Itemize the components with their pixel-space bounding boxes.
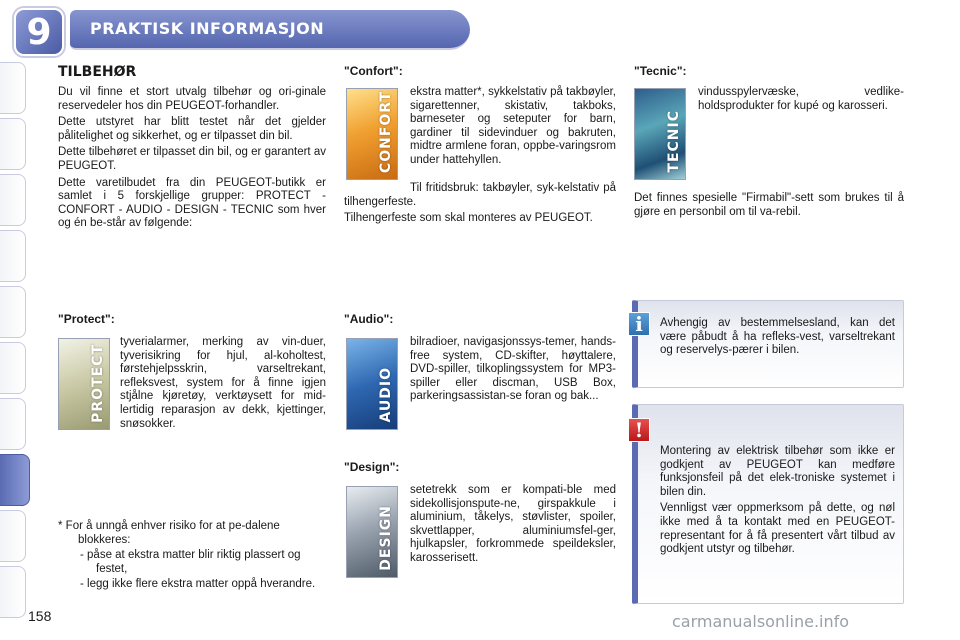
chapter-tab[interactable] <box>0 566 26 618</box>
warning-note-paragraph: Montering av elektrisk tilbehør som ikke er godkjent av PEUGEOT kan medføre funksjonsfeil på det elek-troniske systemet i bilen din. <box>660 445 895 498</box>
design-thumbnail <box>346 486 398 578</box>
audio-thumbnail-label: AUDIO <box>378 367 394 423</box>
protect-thumbnail-label: PROTECT <box>90 344 106 423</box>
intro-paragraph: Du vil finne et stort utvalg tilbehør og ori-ginale reservedeler hos din PEUGEOT-forhandler. <box>58 86 326 112</box>
warning-note-paragraph: Vennligst vær oppmerksom på dette, og nøl ikke med å ta kontakt med en PEUGEOT-representant for å få presentert vårt tilbud av godkjent utstyr og tilbehør. <box>660 502 895 556</box>
chapter-tab[interactable] <box>0 174 26 226</box>
confort-thumbnail <box>346 88 398 180</box>
confort-title: "Confort": <box>344 64 403 78</box>
tecnic-title: "Tecnic": <box>634 64 687 78</box>
confort-leisure-text: Til fritidsbruk: takbøyler, syk-kelstativ på tilhengerfeste. <box>344 182 616 208</box>
info-note-text: Avhengig av bestemmelsesland, kan det være påbudt å ha refleks-vest, varseltrekant og reservelys-pærer i bilen. <box>660 317 895 357</box>
page-number: 158 <box>28 608 52 624</box>
chapter-tab[interactable] <box>0 342 26 394</box>
design-text: setetrekk som er kompati-ble med sidekollisjonspute-ne, girspakkule i aluminium, tåkelys, støvlister, spoiler, skvettlapper, aluminiumsfel-ger, hjulkapsler, forkrommede speildeksler, karosserisett. <box>410 484 616 564</box>
chapter-tab[interactable] <box>0 118 26 170</box>
audio-text: bilradioer, navigasjonssys-temer, hands-free system, CD-skifter, høyttalere, DVD-spiller, tilkoplingssystem for MP3-spiller eller discman, USB Box, parkeringsassistan-se foran og bak... <box>410 336 616 403</box>
header-bar <box>70 10 470 50</box>
footnote-main: * For å unngå enhver risiko for at pe-dalene blokkeres: <box>58 520 280 546</box>
info-icon: i <box>628 312 650 336</box>
intro-paragraph: Dette varetilbudet fra din PEUGEOT-butikk er samlet i 5 forskjellige grupper: PROTECT - CONFORT - AUDIO - DESIGN - TECNIC som hver og én be-står av følgende: <box>58 176 326 230</box>
design-thumbnail-label: DESIGN <box>378 505 394 571</box>
confort-text: ekstra matter*, sykkelstativ på takbøyler, sigarettenner, skistativ, takboks, barneseter og seteputer for barn, gardiner til sidevinduer og bakruten, midtre armlene foran, oppbe-varingsrom under hattehyllen. <box>410 86 616 166</box>
tecnic-text-secondary: Det finnes spesielle "Firmabil"-sett som brukes til å gjøre en personbil om til va-rebil. <box>634 192 904 218</box>
chapter-tab-active[interactable] <box>0 454 30 506</box>
protect-title: "Protect": <box>58 312 115 326</box>
intro-text <box>58 86 326 231</box>
confort-thumbnail-label: CONFORT <box>378 90 394 173</box>
tecnic-thumbnail <box>634 88 686 180</box>
audio-thumbnail <box>346 338 398 430</box>
section-heading: TILBEHØR <box>58 64 137 80</box>
chapter-tab-rail <box>0 0 30 640</box>
intro-paragraph: Dette tilbehøret er tilpasset din bil, og er garantert av PEUGEOT. <box>58 146 326 172</box>
footnote <box>58 520 326 592</box>
confort-text-secondary <box>344 182 616 226</box>
confort-towbar-text: Tilhengerfeste som skal monteres av PEUGEOT. <box>344 212 593 225</box>
warning-note <box>632 404 904 604</box>
design-title: "Design": <box>344 460 400 474</box>
tecnic-thumbnail-label: TECNIC <box>666 110 682 173</box>
intro-paragraph: Dette utstyret har blitt testet når det gjelder pålitelighet og sikkerhet, og er tilpasset din bil. <box>58 116 326 142</box>
audio-title: "Audio": <box>344 312 394 326</box>
chapter-number-badge: 9 <box>14 8 64 56</box>
chapter-tab[interactable] <box>0 286 26 338</box>
warning-note-text <box>638 405 903 565</box>
footnote-item: - påse at ekstra matter blir riktig plassert og festet, <box>80 549 301 575</box>
info-note <box>632 300 904 388</box>
warning-icon: ! <box>628 418 650 442</box>
protect-text: tyverialarmer, merking av vin-duer, tyverisikring for hjul, al-koholtest, førstehjelpsskrin, varseltrekant, refleksvest, system for å finne igjen stjålne kjøretøy, verktøysett for mid-lertidig reparasjon av dekk, kjettinger, snøsokker. <box>120 336 326 430</box>
watermark: carmanualsonline.info <box>672 612 850 631</box>
chapter-tab[interactable] <box>0 230 26 282</box>
tecnic-text: vindusspylervæske, vedlike-holdsprodukter for kupé og karosseri. <box>698 86 904 112</box>
chapter-tab[interactable] <box>0 398 26 450</box>
chapter-tab[interactable] <box>0 510 26 562</box>
protect-thumbnail <box>58 338 110 430</box>
page-title: PRAKTISK INFORMASJON <box>90 19 325 38</box>
footnote-item: - legg ikke flere ekstra matter oppå hverandre. <box>80 578 316 591</box>
chapter-tab[interactable] <box>0 62 26 114</box>
